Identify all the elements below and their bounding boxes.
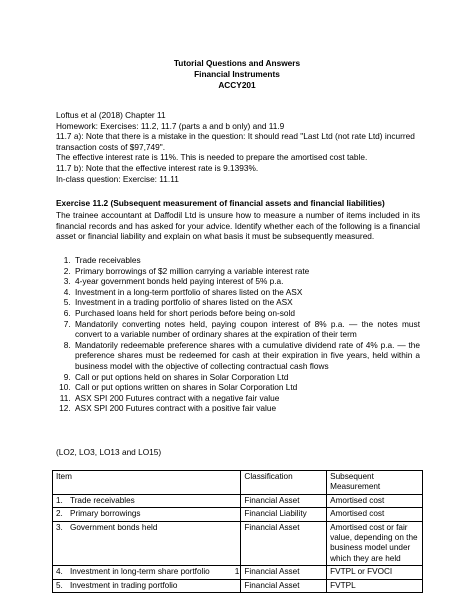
cell-classification: Financial Asset — [241, 494, 327, 507]
page-number: 1 — [234, 566, 240, 576]
row-item-text: Investment in long-term share portfolio — [70, 567, 210, 577]
row-number: 1. — [56, 495, 63, 505]
header-title: Tutorial Questions and Answers — [173, 58, 301, 68]
note-11-7b: 11.7 b): Note that the effective interest rate is 9.1393%. — [56, 162, 259, 173]
exercise-item-list — [56, 255, 420, 414]
learning-outcomes: (LO2, LO3, LO13 and LO15) — [56, 447, 162, 457]
row-item-text: Primary borrowings — [70, 509, 141, 519]
cell-measurement: Amortised cost — [327, 494, 423, 507]
header-measurement: Subsequent Measurement — [327, 471, 423, 495]
cell-item — [53, 579, 241, 592]
header-subtitle: Financial Instruments — [194, 69, 280, 79]
list-item: 1. Trade receivables — [73, 255, 420, 266]
table-row — [53, 494, 423, 507]
row-item-text: Government bonds held — [70, 522, 158, 532]
cell-classification: Financial Asset — [241, 521, 327, 566]
note-11-7a: 11.7 a): Note that there is a mistake in the question: It should read "Last Ltd (not rate Ltd) incurred transaction costs of $97,749". — [56, 131, 415, 152]
list-item: 10. Call or put options written on shares in Solar Corporation Ltd — [73, 382, 420, 393]
list-item: 4. Investment in a long-term portfolio of shares listed on the ASX — [73, 287, 420, 298]
table-row — [53, 508, 423, 521]
exercise-title: Exercise 11.2 (Subsequent measurement of financial assets and financial liabilities) — [56, 198, 385, 208]
cell-measurement: Amortised cost or fair value, depending on the business model under which they are held — [327, 521, 423, 566]
row-number: 4. — [56, 567, 63, 577]
list-item: 7. Mandatorily converting notes held, paying coupon interest of 8% p.a. — the notes must convert to a variable number of ordinary shares at the expiration of their term — [73, 319, 420, 340]
in-class-question: In-class question: Exercise: 11.11 — [56, 173, 179, 184]
table-header-row — [53, 471, 423, 495]
chapter-reference: Loftus et al (2018) Chapter 11 — [56, 110, 166, 120]
document-header — [0, 58, 474, 91]
list-item: 3. 4-year government bonds held paying interest of 5% p.a. — [73, 276, 420, 287]
cell-classification: Financial Asset — [241, 579, 327, 592]
row-item-text: Trade receivables — [70, 495, 135, 505]
header-item: Item — [53, 471, 241, 495]
intro-section — [56, 110, 420, 184]
cell-item — [53, 508, 241, 521]
table-row — [53, 579, 423, 592]
effective-rate-note: The effective interest rate is 11%. This is needed to prepare the amortised cost table. — [56, 152, 368, 163]
cell-item — [53, 494, 241, 507]
row-number: 3. — [56, 522, 63, 532]
row-number: 2. — [56, 509, 63, 519]
cell-item — [53, 521, 241, 566]
list-item: 6. Purchased loans held for short periods before being on-sold — [73, 308, 420, 319]
list-item: 11. ASX SPI 200 Futures contract with a negative fair value — [73, 393, 420, 404]
list-item: 8. Mandatorily redeemable preference shares with a cumulative dividend rate of 4% p.a. — the preference shares must be redeemed for cash at their expiration in five years, held within a business model with the objective of collecting contractual cash flows — [73, 340, 420, 372]
row-number: 5. — [56, 580, 63, 590]
cell-measurement: FVTPL or FVOCI — [327, 566, 423, 579]
header-classification: Classification — [241, 471, 327, 495]
table-row — [53, 521, 423, 566]
list-item: 5. Investment in a trading portfolio of shares listed on the ASX — [73, 297, 420, 308]
list-item: 2. Primary borrowings of $2 million carrying a variable interest rate — [73, 266, 420, 277]
header-course-code: ACCY201 — [218, 80, 256, 90]
cell-classification: Financial Liability — [241, 508, 327, 521]
homework-line: Homework: Exercises: 11.2, 11.7 (parts a and b only) and 11.9 — [56, 120, 285, 131]
cell-measurement: Amortised cost — [327, 508, 423, 521]
cell-classification: Financial Asset — [241, 566, 327, 579]
exercise-text: The trainee accountant at Daffodil Ltd is unsure how to measure a number of items included in its financial records and has asked for your advice. Identify whether each of the following is a financial asset or financial liability and explain on what basis it must be subsequently measured. — [56, 210, 420, 242]
list-item: 9. Call or put options held on shares in Solar Corporation Ltd — [73, 372, 420, 383]
row-item-text: Investment in trading portfolio — [70, 580, 178, 590]
cell-measurement: FVTPL — [327, 579, 423, 592]
list-item: 12. ASX SPI 200 Futures contract with a positive fair value — [73, 403, 420, 414]
